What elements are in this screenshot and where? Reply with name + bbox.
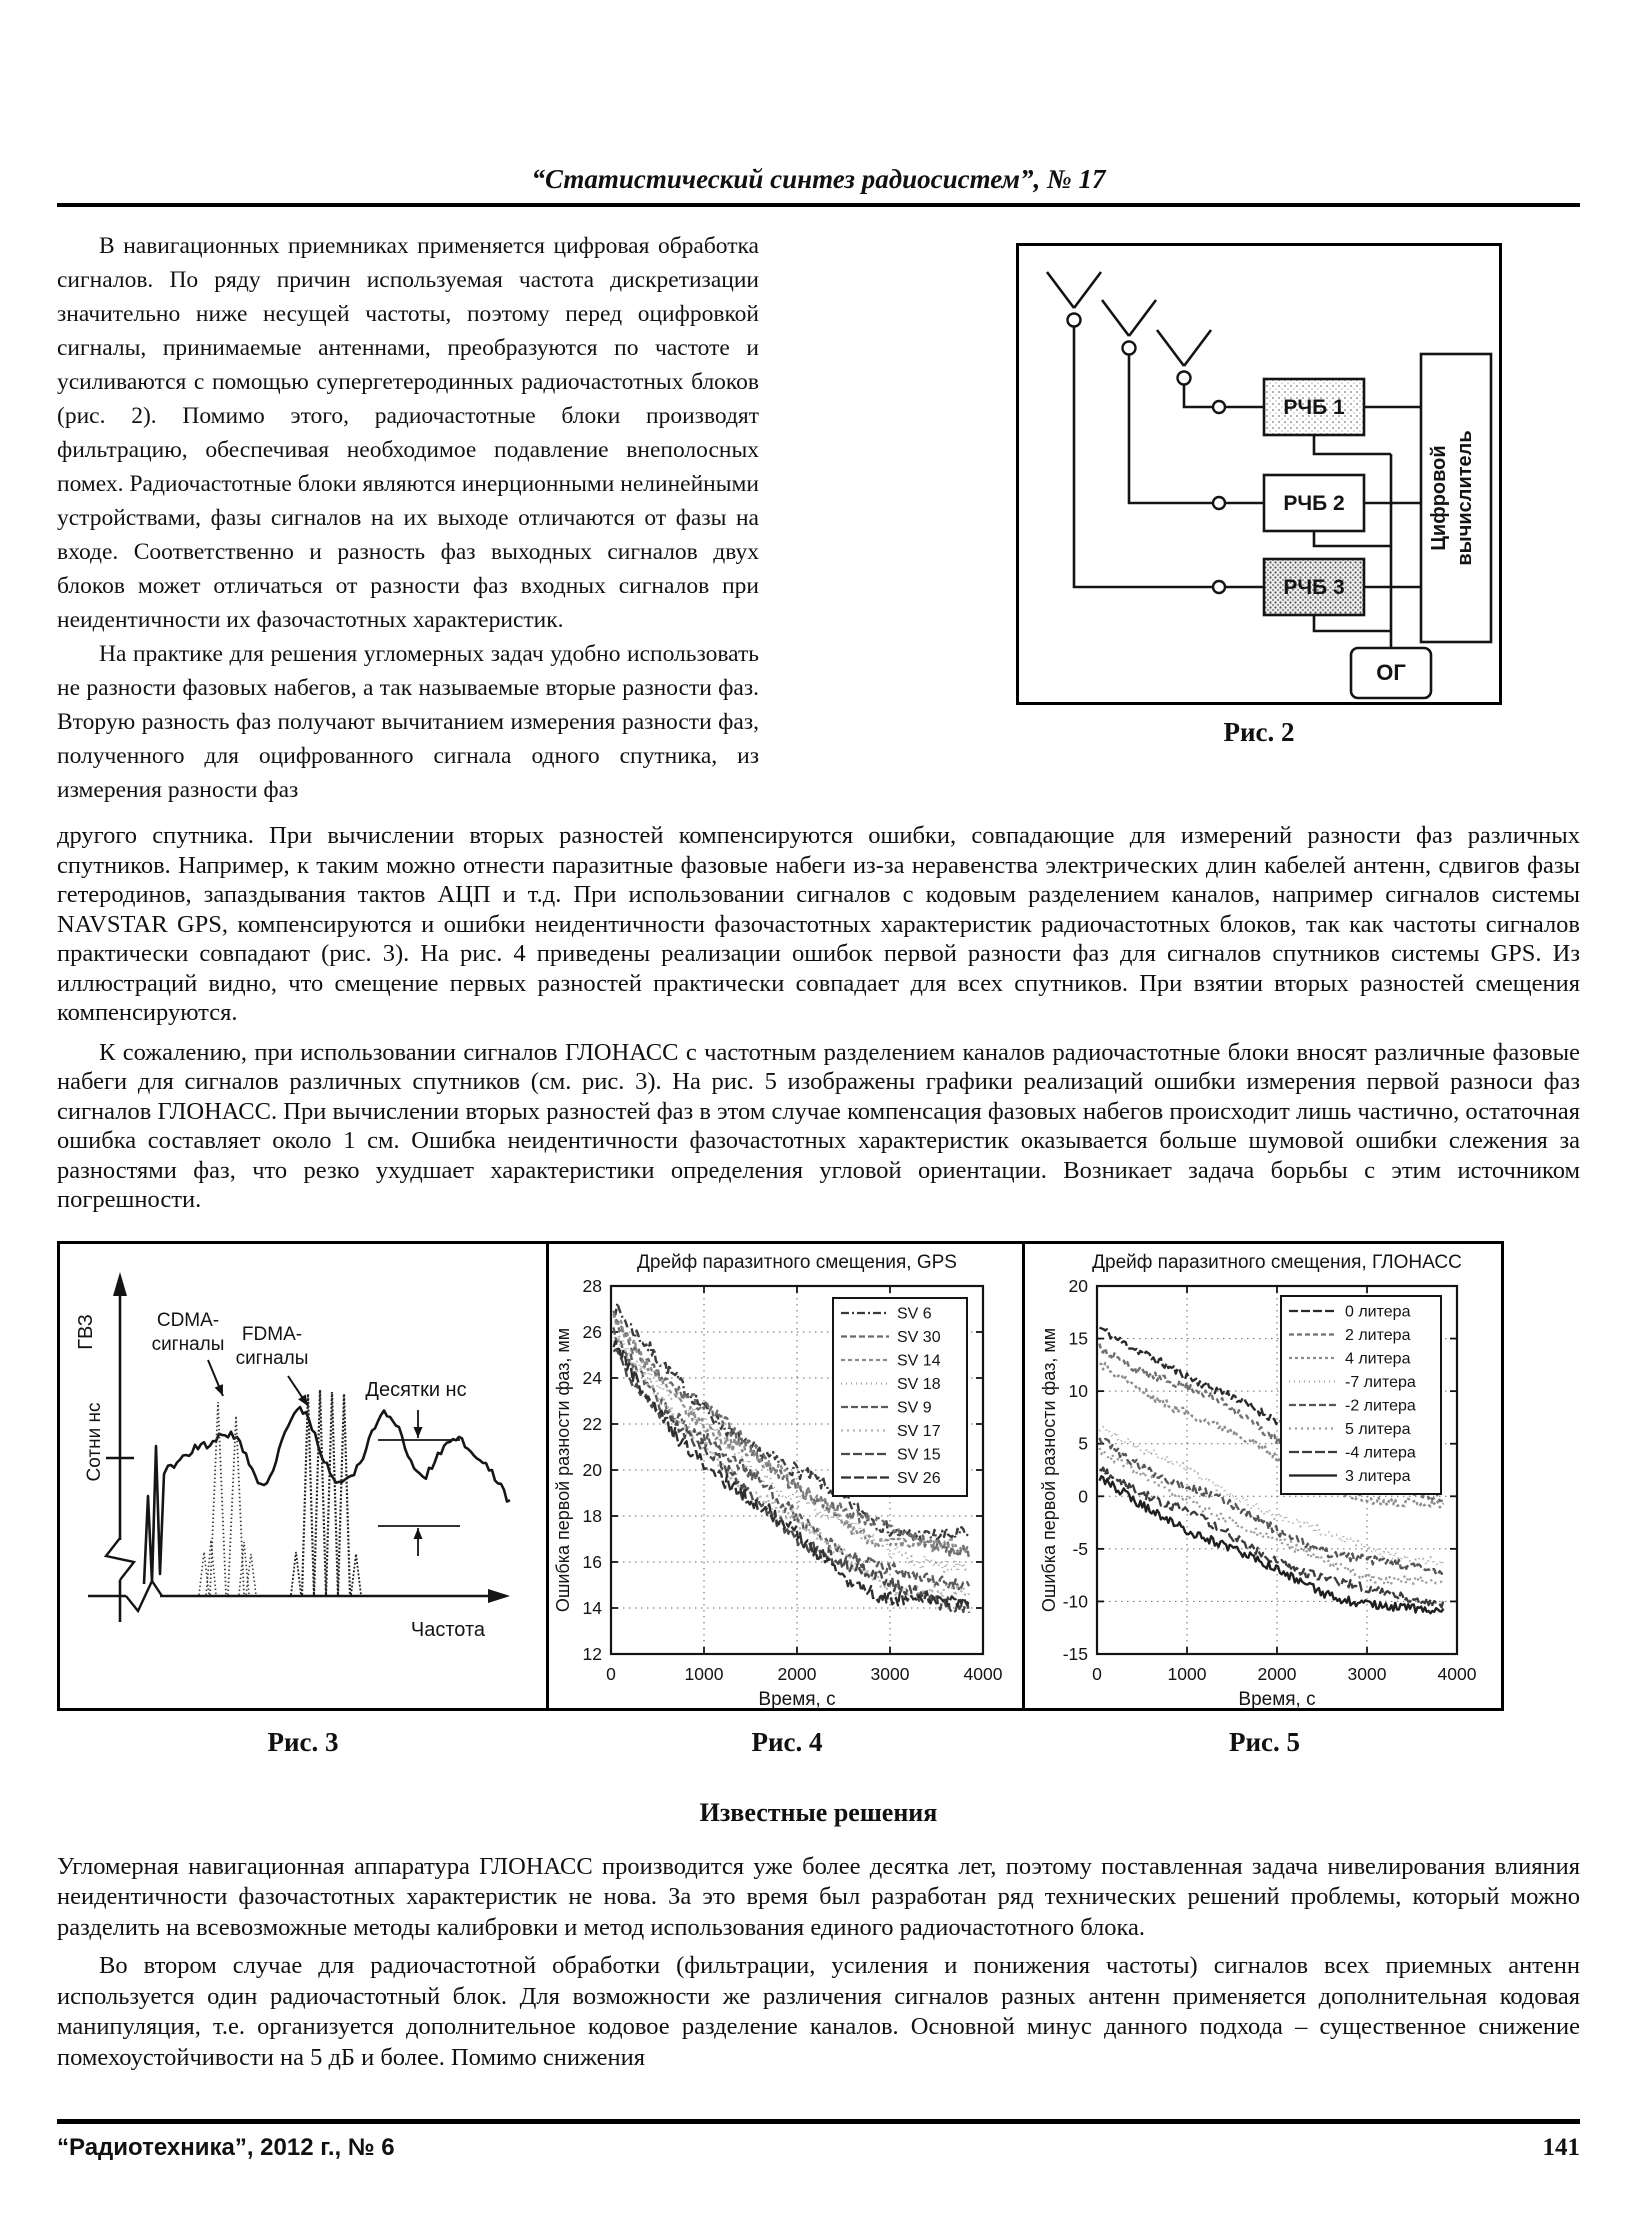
svg-text:5 литера: 5 литера [1345,1420,1411,1438]
svg-text:24: 24 [582,1367,602,1388]
svg-text:2000: 2000 [1257,1663,1297,1684]
svg-text:SV 6: SV 6 [897,1305,932,1322]
figure3-sketch-svg [60,1244,546,1708]
svg-text:Ошибка первой разности фаз, мм: Ошибка первой разности фаз, мм [1039,1327,1059,1612]
svg-text:0 литера: 0 литера [1345,1303,1411,1320]
figure2-frame [1016,243,1502,705]
svg-text:10: 10 [1068,1380,1088,1401]
figure4-frame [549,1241,1025,1711]
solutions-heading: Известные решения [699,1797,938,1827]
svg-text:0: 0 [1078,1485,1088,1506]
svg-text:4000: 4000 [1437,1663,1477,1684]
svg-text:SV 17: SV 17 [897,1422,941,1440]
body-paragraph-4: К сожалению, при использовании сигналов ГЛОНАСС с частотным разделением каналов радиочастотные блоки вносят различные фазовые набеги для сигналов различных спутников (см. рис. 3). На рис. 5 изображены графики реализаций ошибки измерения первой разноси фаз сигналов ГЛОНАСС. При вычислении вторых разностей фаз в этом случае компенсация фазовых набегов происходит лишь частично, остаточная ошибка составляет около 1 см. Ошибка неидентичности фазочастотных характеристик оказывается больше шумовой ошибки слежения за разностями фаз, что резко ухудшает характеристики определения угловой ориентации. Возникает задача борьбы с этим источником погрешности. [57,1038,1580,1213]
svg-text:сигналы: сигналы [151,1333,225,1355]
svg-text:FDMA-: FDMA- [241,1323,303,1345]
figure5-chart-svg [1025,1244,1501,1708]
footer-journal: “Радиотехника”, 2012 г., № 6 [57,2134,395,2161]
svg-text:5: 5 [1078,1433,1088,1454]
connector-circles [1068,314,1226,594]
svg-text:3 литера: 3 литера [1345,1467,1411,1485]
svg-text:18: 18 [582,1505,602,1526]
svg-text:SV 18: SV 18 [897,1375,941,1393]
figures-row [57,1241,1580,1711]
svg-text:-4 литера: -4 литера [1345,1444,1416,1461]
figure5-caption: Рис. 5 [1228,1726,1301,1757]
header-rule [57,203,1580,207]
figure4-chart-svg [549,1244,1022,1708]
svg-text:CDMA-: CDMA- [156,1309,220,1331]
svg-text:28: 28 [582,1275,602,1296]
svg-text:SV 15: SV 15 [897,1446,941,1463]
computer-label-line2: вычислитель [1454,430,1476,566]
journal-header [57,0,1580,195]
svg-text:Частота: Частота [410,1618,486,1641]
svg-text:2 литера: 2 литера [1345,1326,1411,1344]
svg-text:0: 0 [1092,1663,1102,1684]
svg-text:12: 12 [582,1643,602,1664]
journal-header-title: “Статистический синтез радиосистем”, № 17 [531,164,1106,194]
svg-text:2000: 2000 [777,1663,817,1684]
svg-text:SV 9: SV 9 [897,1399,932,1416]
svg-text:1000: 1000 [684,1663,724,1684]
svg-text:ГВЗ: ГВЗ [75,1313,97,1350]
svg-text:4000: 4000 [963,1663,1003,1684]
oscillator-label: ОГ [1376,660,1406,685]
body-paragraph-3: другого спутника. При вычислении вторых разностей компенсируются ошибки, совпадающие для измерений разности фаз различных спутников. Например, к таким можно отнести паразитные фазовые набеги из-за неравенства электрических длин кабелей антенн, сдвигов фазы гетеродинов, запаздывания тактов АЦП и т.д. При использовании сигналов с кодовым разделением каналов, например сигналов системы NAVSTAR GPS, компенсируются и ошибки неидентичности фазочастотных характеристик радиочастотных блоков, так как частоты сигналов практически совпадают (рис. 3). На рис. 4 приведены реализации ошибок первой разности фаз для сигналов спутников системы GPS. Из иллюстраций видно, что смещение первых разностей практически совпадает для всех спутников. При взятии вторых разностей смещения компенсируются. [57,822,1580,1026]
svg-text:15: 15 [1068,1328,1088,1349]
legend-box [1281,1296,1441,1494]
svg-text:3000: 3000 [1347,1663,1387,1684]
svg-text:SV 26: SV 26 [897,1469,941,1487]
figure3-frame [57,1241,549,1711]
footer [57,2134,1580,2162]
svg-text:Время, с: Время, с [1238,1688,1316,1708]
intro-paragraph-2: На практике для решения угломерных задач удобно использовать не разности фазовых набегов, а так называемые вторые разности фаз. Вторую разность фаз получают вычитанием измерения разности фаз, полученного для оцифрованного сигнала одного спутника, из измерения разности фаз [57,641,759,803]
svg-text:4 литера: 4 литера [1345,1350,1411,1367]
svg-text:-7 литера: -7 литера [1345,1373,1416,1391]
figure-captions-row [57,1727,1580,1758]
svg-text:-2 литера: -2 литера [1345,1397,1416,1414]
svg-text:-15: -15 [1062,1643,1088,1664]
svg-text:3000: 3000 [870,1663,910,1684]
gvz-curve [144,1407,510,1584]
legend-box [833,1298,967,1496]
svg-text:26: 26 [582,1321,602,1342]
solutions-text [57,1852,1580,2074]
svg-text:20: 20 [582,1459,602,1480]
svg-text:сигналы: сигналы [235,1347,309,1369]
intro-text-column [57,229,759,807]
antenna-3-icon [1157,330,1211,366]
svg-text:16: 16 [582,1551,602,1572]
svg-text:Дрейф паразитного смещения, ГЛ: Дрейф паразитного смещения, ГЛОНАСС [1092,1251,1462,1273]
svg-text:14: 14 [582,1597,602,1618]
antenna-2-icon [1102,300,1156,336]
figure2-diagram-svg [1019,246,1499,702]
figure2-caption: Рис. 2 [1223,717,1295,747]
svg-text:0: 0 [606,1663,616,1684]
svg-text:Время, с: Время, с [758,1688,836,1708]
rfb3-label: РЧБ 3 [1283,576,1345,599]
intro-paragraph-1: В навигационных приемниках применяется цифровая обработка сигналов. По ряду причин используемая частота дискретизации значительно ниже несущей частоты, поэтому перед оцифровкой сигналы, принимаемые антеннами, преобразуются по частоте и усиливаются с помощью супергетеродинных радиочастотных блоков (рис. 2). Помимо этого, радиочастотные блоки производят фильтрацию, обеспечивая необходимое подавление внеполосных помех. Радиочастотные блоки являются инерционными нелинейными устройствами, фазы сигналов на их выходе отличаются от фазы на входе. Соответственно и разность фаз выходных сигналов двух блоков может отличаться от разности фаз входных сигналов при неидентичности их фазочастотных характеристик. [57,233,759,633]
body-text [57,821,1580,1215]
antenna-1-icon [1047,272,1101,308]
figure5-frame [1025,1241,1504,1711]
rfb2-label: РЧБ 2 [1283,492,1345,515]
svg-text:Сотни нс: Сотни нс [84,1402,105,1481]
computer-label-line1: Цифровой [1428,445,1450,551]
svg-text:-10: -10 [1062,1590,1088,1611]
figure2-block [1016,243,1502,807]
top-section [57,229,1580,807]
svg-text:SV 30: SV 30 [897,1328,941,1346]
svg-text:Ошибка первой разности фаз, мм: Ошибка первой разности фаз, мм [553,1327,573,1612]
figure3-caption: Рис. 3 [267,1726,339,1757]
svg-text:Дрейф паразитного смещения, GP: Дрейф паразитного смещения, GPS [637,1251,957,1273]
svg-text:SV 14: SV 14 [897,1352,941,1369]
svg-text:22: 22 [582,1413,602,1434]
svg-text:1000: 1000 [1167,1663,1207,1684]
svg-text:-5: -5 [1072,1538,1088,1559]
solutions-paragraph-1: Угломерная навигационная аппаратура ГЛОНАСС производится уже более десятка лет, поэтому поставленная задача нивелирования влияния неидентичности фазочастотных характеристик не нова. За это время был разработан ряд технических решений проблемы, который можно разделить на всевозможные методы калибровки и метод использования единого радиочастотного блока. [57,1852,1580,1941]
svg-text:20: 20 [1068,1275,1088,1296]
footer-page-number: 141 [1542,2134,1580,2161]
svg-text:Десятки нс: Десятки нс [365,1378,467,1401]
figure4-caption: Рис. 4 [751,1726,823,1757]
rfb1-label: РЧБ 1 [1283,396,1345,419]
solutions-paragraph-2: Во втором случае для радиочастотной обработки (фильтрации, усиления и понижения частоты) сигналов всех приемных антенн используется один радиочастотный блок. Для возможности же различения сигналов разных антенн применяется дополнительная кодовая манипуляция, т.е. организуется дополнительное кодовое разделение каналов. Основной минус данного подхода – существенное снижение помехоустойчивости на 5 дБ и более. Помимо снижения [57,1952,1580,2071]
footer-rule [57,2119,1580,2124]
